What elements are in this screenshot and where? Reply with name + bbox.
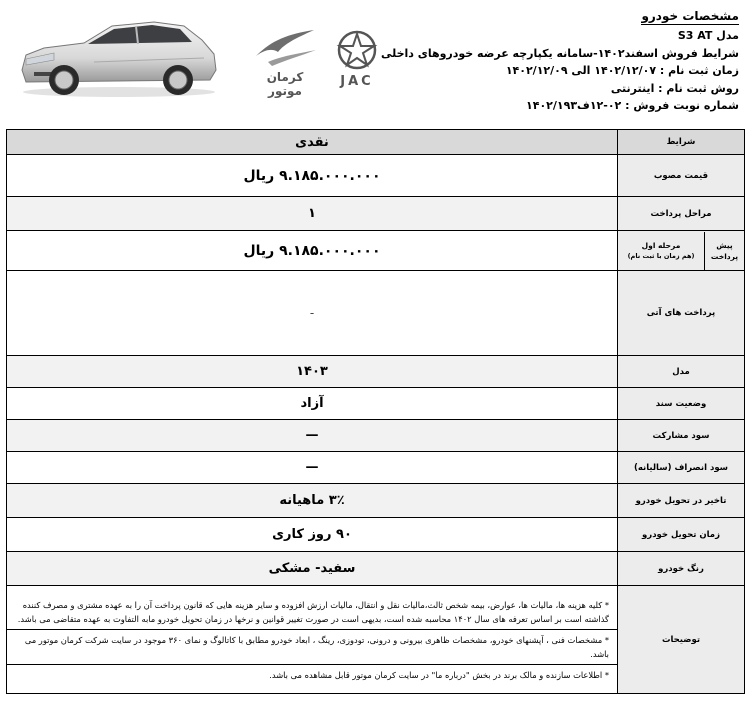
jac-logo-text: JAC [340, 74, 374, 89]
conditions-line: شرایط فروش اسفند۱۴۰۲-سامانه یکپارچه عرضه خودروهای داخلی [380, 46, 739, 60]
first-stage-label-box [618, 232, 704, 270]
table-row [7, 155, 745, 197]
model-line [419, 27, 739, 45]
conditions-label: شرایط [618, 130, 745, 155]
kerman-swoosh-icon [248, 26, 322, 70]
spec-table [6, 129, 745, 694]
table-row [7, 586, 745, 694]
partnership-label: سود مشارکت [618, 420, 745, 452]
table-row [7, 197, 745, 231]
model-year-value: ۱۴۰۳ [7, 356, 618, 388]
color-label: رنگ خودرو [618, 552, 745, 586]
notes-cell [7, 586, 618, 694]
table-row [7, 552, 745, 586]
model-label: مدل [716, 29, 739, 42]
model-year-label: مدل [618, 356, 745, 388]
stages-value: ۱ [7, 197, 618, 231]
note-item: * مشخصات فنی ، آپشنهای خودرو، مشخصات ظاهری بیرونی و درونی، تودوزی، رینگ ، ابعاد خودرو مطابق با کاتالوگ و نمای ۳۶۰ موجود در سایت شرکت کرمان موتور می باشد. [7, 629, 617, 664]
cancel-value: — [7, 452, 618, 484]
table-row [7, 452, 745, 484]
future-value: - [7, 271, 618, 356]
kerman-logo-text: کرمان موتور [266, 70, 304, 98]
model-value: S3 AT [677, 29, 713, 42]
table-row [7, 484, 745, 518]
table-row [7, 231, 745, 271]
table-row [7, 356, 745, 388]
price-value: ۹.۱۸۵.۰۰۰.۰۰۰ ریال [7, 155, 618, 197]
registration-method: روش ثبت نام : اینترنتی [610, 81, 739, 95]
prepay-label: پیش پرداخت [704, 232, 744, 270]
table-row [7, 420, 745, 452]
delay-label: تاخیر در تحویل خودرو [618, 484, 745, 518]
sale-turn-number: شماره نوبت فروش : ۰۲-۱۲ف۱۴۰۲/۱۹۳ [526, 99, 739, 112]
doc-label: وضعیت سند [618, 388, 745, 420]
stages-label: مراحل پرداخت [618, 197, 745, 231]
note-item: * اطلاعات سازنده و مالک برند در بخش "درباره ما" در سایت کرمان موتور قابل مشاهده می باشد. [7, 664, 617, 685]
delay-value: ۳٪ ماهیانه [7, 484, 618, 518]
price-label: قیمت مصوب [618, 155, 745, 197]
table-row [7, 271, 745, 356]
spec-info [380, 8, 739, 115]
car-image [14, 10, 224, 100]
page-header [0, 0, 749, 128]
spec-title: مشخصات خودرو [641, 9, 739, 23]
table-row [7, 388, 745, 420]
delivery-value: ۹۰ روز کاری [7, 518, 618, 552]
first-stage-value: ۹.۱۸۵.۰۰۰.۰۰۰ ریال [7, 231, 618, 271]
first-stage-label: مرحله اول [641, 240, 681, 250]
delivery-label: زمان تحویل خودرو [618, 518, 745, 552]
doc-value: آزاد [7, 388, 618, 420]
future-label: پرداخت های آتی [618, 271, 745, 356]
conditions-value: نقدی [7, 130, 618, 155]
note-item: * کلیه هزینه ها، مالیات ها، عوارض، بیمه شخص ثالث،مالیات نقل و انتقال، مالیات ارزش افزوده و سایر هزینه هایی که قانون پرداخت آن را به عهده مشتری و مصرف کننده گذاشته است بر اساس تعرفه های سال ۱۴۰۲ محاسبه شده است، بدیهی است در صورت تغییر قوانین و نرخها در زمان تحویل خودرو مابه التفاوت به عهده متقاضی می باشد. [17, 599, 609, 624]
first-stage-sub: (هم زمان با ثبت نام) [627, 251, 695, 260]
table-row [7, 130, 745, 155]
partnership-value: — [7, 420, 618, 452]
color-value: سفید- مشکی [7, 552, 618, 586]
cancel-label: سود انصراف (سالیانه) [618, 452, 745, 484]
kerman-motor-logo [248, 26, 322, 98]
notes-label: توضیحات [618, 586, 745, 694]
registration-time: زمان ثبت نام : ۱۴۰۲/۱۲/۰۷ الی ۱۴۰۲/۱۲/۰۹ [505, 64, 739, 77]
prepay-label-cell [618, 231, 745, 271]
table-row [7, 518, 745, 552]
